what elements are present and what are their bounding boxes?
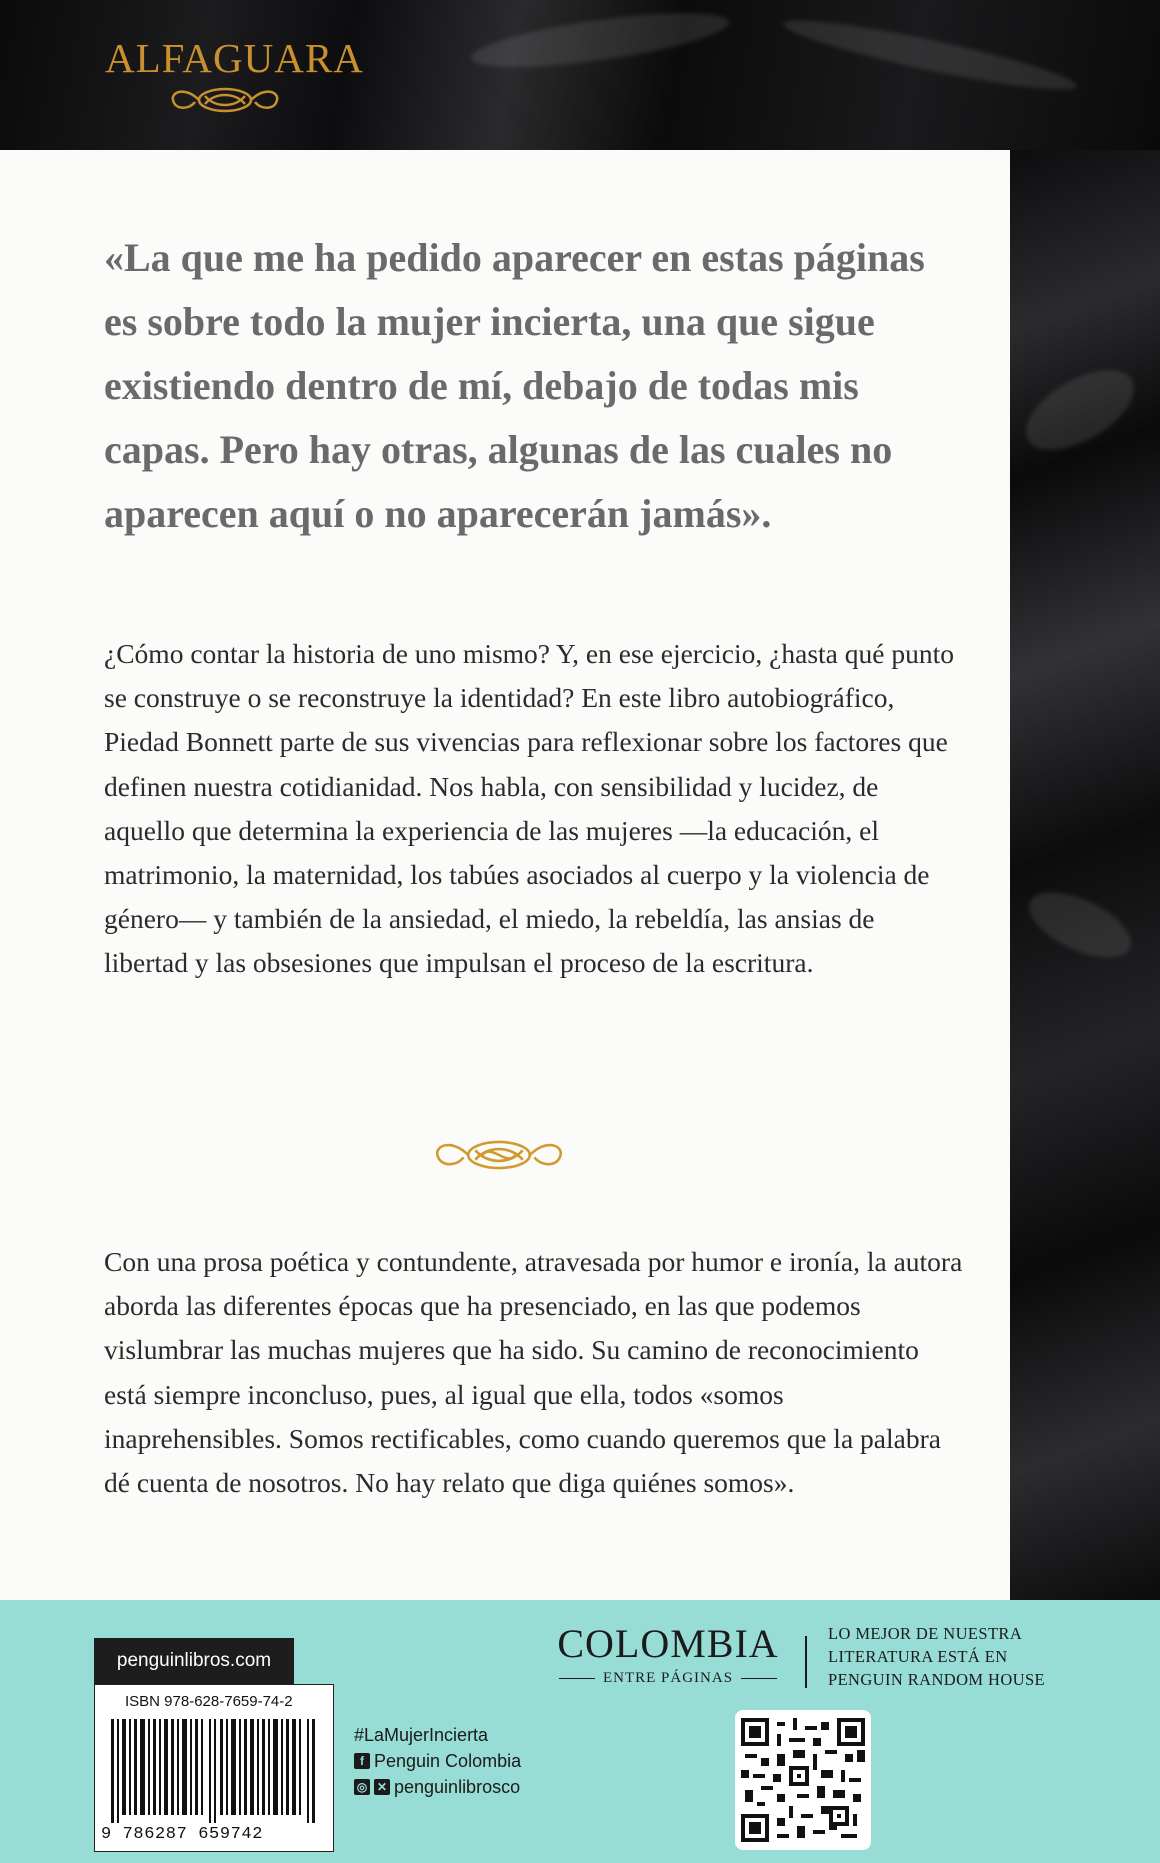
divider [741, 1678, 777, 1679]
divider [805, 1636, 807, 1688]
qr-code-graphic [741, 1716, 865, 1844]
instagram-icon[interactable]: ◎ [354, 1779, 370, 1795]
synopsis-paragraph-2: Con una prosa poética y contundente, atravesada por humor e ironía, la autora aborda las diferentes épocas que ha presenciado, en las que podemos vislumbrar las muchas mujeres que ha sido. Su camino de reconocimiento está siempre inconcluso, pues, al igual que ella, todos «somos inaprehensibles. Somos rectificables, como cuando queremos que la palabra dé cuenta de nosotros. No hay relato que diga quiénes somos». [104, 1246, 963, 1499]
social-handle-text[interactable]: penguinlibrosco [394, 1777, 521, 1797]
divider [559, 1678, 595, 1679]
tagline-line: LITERATURA ESTÁ EN [828, 1647, 1008, 1666]
right-black-band [1010, 150, 1160, 1600]
hashtag-text[interactable]: #LaMujerIncierta [354, 1725, 489, 1745]
qr-code-icon[interactable] [735, 1710, 871, 1850]
campaign-subtitle: ENTRE PÁGINAS [602, 1670, 734, 1686]
campaign-logo [552, 1620, 784, 1687]
website-label[interactable]: penguinlibros.com [94, 1638, 294, 1684]
campaign-subtitle-row [552, 1670, 784, 1687]
pull-quote: «La que me ha pedido aparecer en estas páginas es sobre todo la mujer incierta, una que sigue existiendo dentro de mí, debajo de todas mis capas. Pero hay otras, algunas de las cuales no aparecen aquí o no aparecerán jamás». [104, 235, 925, 536]
barcode-block [94, 1684, 334, 1852]
publisher-tagline [828, 1622, 1045, 1691]
campaign-title: COLOMBIA [557, 1621, 779, 1666]
isbn-label: ISBN 978-628-7659-74-2 [125, 1693, 293, 1710]
instagram-x-row [354, 1774, 521, 1800]
publisher-logo [105, 35, 364, 118]
facebook-row [354, 1748, 521, 1774]
tagline-line: PENGUIN RANDOM HOUSE [828, 1670, 1046, 1689]
scroll-ornament-icon [165, 82, 285, 118]
synopsis-paragraph-1: ¿Cómo contar la historia de uno mismo? Y, en ese ejercicio, ¿hasta qué punto se construye o se reconstruye la identidad? En este libro autobiográfico, Piedad Bonnett parte de sus vivencias para reflexionar sobre los factores que definen nuestra cotidianidad. Nos habla, con sensibilidad y lucidez, de aquello que determina la experiencia de las mujeres —la educación, el matrimonio, la maternidad, los tabúes asociados al cuerpo y la violencia de género— y también de la ansiedad, el miedo, la rebeldía, las ansias de libertad y las obsesiones que impulsan el proceso de la escritura. [104, 638, 954, 979]
facebook-text[interactable]: Penguin Colombia [374, 1751, 522, 1771]
facebook-icon[interactable]: f [354, 1753, 370, 1769]
tagline-line: LO MEJOR DE NUESTRA [828, 1624, 1023, 1643]
hashtag-row [354, 1722, 521, 1748]
scroll-ornament-icon [428, 1132, 570, 1178]
barcode-icon [103, 1719, 325, 1823]
x-icon[interactable]: ✕ [374, 1779, 390, 1795]
social-links [354, 1722, 521, 1800]
barcode-digits: 9 786287 659742 [101, 1825, 264, 1844]
publisher-name: ALFAGUARA [105, 35, 364, 81]
